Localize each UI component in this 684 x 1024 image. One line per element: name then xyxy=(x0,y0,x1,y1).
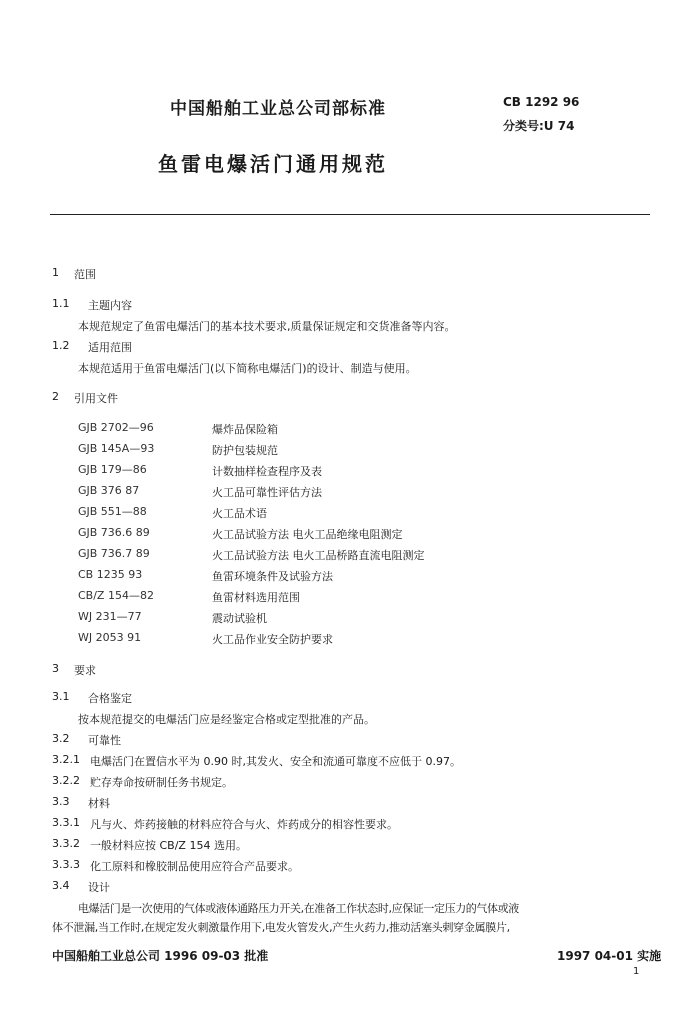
clause-text: 材料 xyxy=(88,797,110,810)
section-number: 2 xyxy=(52,390,59,403)
clause-number: 3.3 xyxy=(52,795,70,808)
paragraph-text: 本规范适用于鱼雷电爆活门(以下简称电爆活门)的设计、制造与使用。 xyxy=(78,362,417,375)
clause-number: 1.1 xyxy=(52,297,70,310)
issuing-organization: 中国船舶工业总公司部标准 xyxy=(170,99,386,119)
section-text: 引用文件 xyxy=(74,392,118,405)
reference-title: 震动试验机 xyxy=(212,612,267,625)
clause-number: 1.2 xyxy=(52,339,70,352)
clause-number: 3.2.1 xyxy=(52,753,80,766)
clause-number: 3.2 xyxy=(52,732,70,745)
reference-code: GJB 376 87 xyxy=(78,484,140,497)
reference-title: 火工品作业安全防护要求 xyxy=(212,633,333,646)
document-title: 鱼雷电爆活门通用规范 xyxy=(158,152,388,176)
reference-code: GJB 179—86 xyxy=(78,463,147,476)
reference-code: GJB 736.7 89 xyxy=(78,547,150,560)
clause-number: 3.4 xyxy=(52,879,70,892)
reference-code: GJB 2702—96 xyxy=(78,421,154,434)
clause-text: 设计 xyxy=(88,881,110,894)
reference-code: CB/Z 154—82 xyxy=(78,589,154,602)
paragraph-text: 本规范规定了鱼雷电爆活门的基本技术要求,质量保证规定和交货准备等内容。 xyxy=(78,320,456,333)
reference-title: 火工品试验方法 电火工品绝缘电阻测定 xyxy=(212,528,403,541)
clause-number: 3.3.2 xyxy=(52,837,80,850)
classification-number: 分类号:U 74 xyxy=(503,119,575,133)
section-number: 1 xyxy=(52,266,59,279)
reference-title: 火工品术语 xyxy=(212,507,267,520)
section-text: 要求 xyxy=(74,664,96,677)
reference-title: 防护包装规范 xyxy=(212,444,278,457)
paragraph-text: 电爆活门是一次使用的气体或液体通路压力开关,在准备工作状态时,应保证一定压力的气体或液 xyxy=(78,902,519,915)
approval-date: 中国船舶工业总公司 1996 09-03 批准 xyxy=(52,949,269,963)
clause-text: 主题内容 xyxy=(88,299,132,312)
reference-code: WJ 2053 91 xyxy=(78,631,142,644)
clause-number: 3.3.1 xyxy=(52,816,80,829)
reference-code: CB 1235 93 xyxy=(78,568,143,581)
page-number: 1 xyxy=(633,966,640,977)
clause-text: 化工原料和橡胶制品使用应符合产品要求。 xyxy=(90,860,299,873)
reference-code: WJ 231—77 xyxy=(78,610,142,623)
implementation-date: 1997 04-01 实施 xyxy=(557,949,662,963)
header-divider xyxy=(50,214,650,215)
reference-title: 爆炸品保险箱 xyxy=(212,423,278,436)
reference-title: 计数抽样检查程序及表 xyxy=(212,465,322,478)
clause-text: 电爆活门在置信水平为 0.90 时,其发火、安全和流通可靠度不应低于 0.97。 xyxy=(90,755,461,768)
standard-code: CB 1292 96 xyxy=(503,95,580,109)
reference-code: GJB 145A—93 xyxy=(78,442,155,455)
paragraph-text: 按本规范提交的电爆活门应是经鉴定合格或定型批准的产品。 xyxy=(78,713,375,726)
clause-text: 一般材料应按 CB/Z 154 选用。 xyxy=(90,839,247,852)
reference-title: 鱼雷材料选用范围 xyxy=(212,591,300,604)
clause-number: 3.3.3 xyxy=(52,858,80,871)
reference-code: GJB 736.6 89 xyxy=(78,526,150,539)
section-text: 范围 xyxy=(74,268,96,281)
reference-title: 火工品可靠性评估方法 xyxy=(212,486,322,499)
clause-text: 可靠性 xyxy=(88,734,121,747)
clause-text: 凡与火、炸药接触的材料应符合与火、炸药成分的相容性要求。 xyxy=(90,818,398,831)
reference-title: 鱼雷环境条件及试验方法 xyxy=(212,570,333,583)
clause-text: 合格鉴定 xyxy=(88,692,132,705)
reference-code: GJB 551—88 xyxy=(78,505,147,518)
reference-title: 火工品试验方法 电火工品桥路直流电阻测定 xyxy=(212,549,425,562)
section-number: 3 xyxy=(52,662,59,675)
paragraph-text: 体不泄漏,当工作时,在规定发火刺激量作用下,电发火管发火,产生火药力,推动活塞头剌穿金属膜片, xyxy=(52,921,510,934)
clause-text: 贮存寿命按研制任务书规定。 xyxy=(90,776,233,789)
clause-text: 适用范围 xyxy=(88,341,132,354)
clause-number: 3.2.2 xyxy=(52,774,80,787)
clause-number: 3.1 xyxy=(52,690,70,703)
